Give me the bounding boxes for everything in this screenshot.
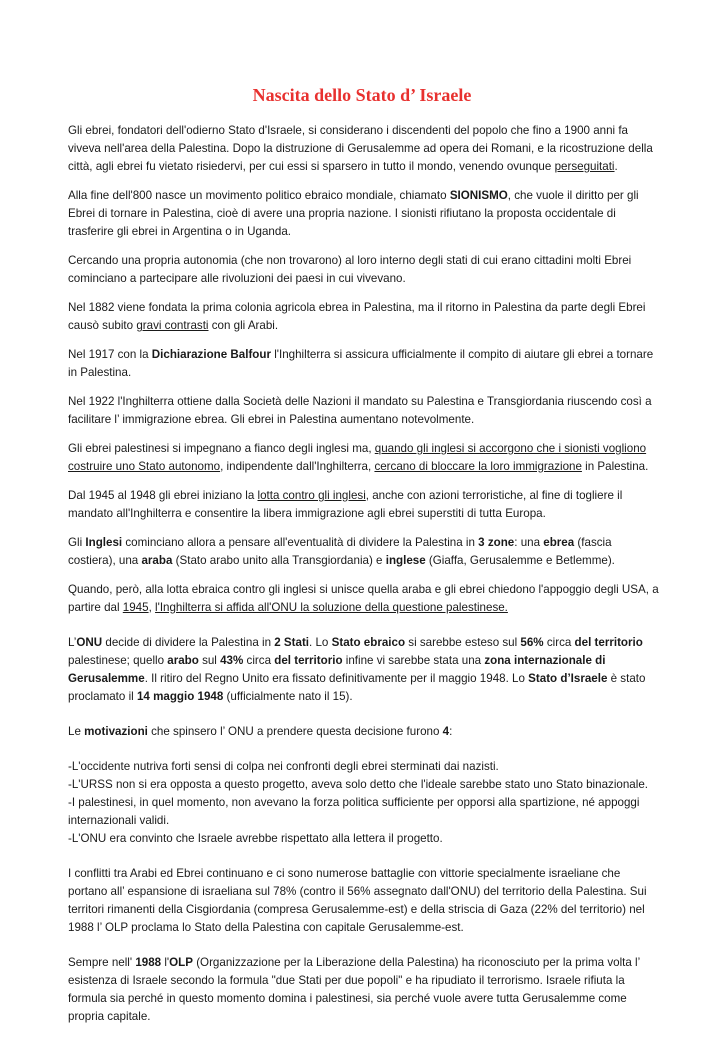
bold-text: del territorio bbox=[574, 636, 643, 649]
paragraph-origins bbox=[68, 122, 660, 176]
text-run: Quando, però, alla lotta ebraica contro gli inglesi si unisce quella araba e gli ebrei chiedono l'appoggio degli USA, a partire dal bbox=[68, 583, 659, 614]
text-run: Le bbox=[68, 725, 85, 738]
underlined-text: gravi contrasti bbox=[136, 319, 209, 332]
bold-text: 3 zone bbox=[478, 536, 515, 549]
bold-text: del territorio bbox=[274, 654, 343, 667]
paragraph-1945-1948 bbox=[68, 487, 660, 523]
text-run: circa bbox=[543, 636, 575, 649]
paragraph-british bbox=[68, 440, 660, 476]
text-run: Dal 1945 al 1948 gli ebrei iniziano la bbox=[68, 489, 258, 502]
bold-text: ebrea bbox=[543, 536, 575, 549]
paragraph-zionism bbox=[68, 187, 660, 241]
text-run: Nel 1882 viene fondata la prima colonia agricola ebrea in Palestina, ma il ritorno in Palestina da parte degli Ebrei causò subito bbox=[68, 301, 646, 332]
text-run: Gli ebrei, fondatori dell'odierno Stato d'Israele, si considerano i discendenti del popolo che fino a 1900 anni fa viveva nell'area della Palestina. Dopo la distruzione di Gerusalemme ad opera dei Romani, e la ricostruzione della città, agli ebrei fu vietato risiedervi, per cui essi si sparsero in tutto il mondo, venendo ovunque bbox=[68, 124, 653, 173]
underlined-text: lotta contro gli inglesi bbox=[257, 489, 366, 502]
text-run: si sarebbe esteso sul bbox=[405, 636, 521, 649]
text-run: che spinsero l’ ONU a prendere questa decisione furono bbox=[147, 725, 443, 738]
text-run: in Palestina. bbox=[581, 460, 649, 473]
underlined-text: l'Inghilterra si affida all'ONU la soluzione della questione palestinese. bbox=[155, 601, 508, 614]
underlined-text: cercano di bloccare la loro immigrazione bbox=[374, 460, 582, 473]
bold-text: Dichiarazione Balfour bbox=[151, 348, 271, 361]
document-body bbox=[68, 122, 660, 1037]
text-run: Gli bbox=[68, 536, 86, 549]
text-run: . bbox=[614, 160, 618, 173]
text-run: : una bbox=[514, 536, 544, 549]
text-run: con gli Arabi. bbox=[208, 319, 279, 332]
bold-text: ONU bbox=[76, 636, 103, 649]
paragraph-1882 bbox=[68, 299, 660, 335]
text-run: , indipendente dall'Inghilterra, bbox=[220, 460, 375, 473]
text-run: : bbox=[449, 725, 453, 738]
paragraph-motivations bbox=[68, 723, 660, 741]
list-item: -L'occidente nutriva forti sensi di colpa nei confronti degli ebrei sterminati dai nazisti. bbox=[68, 760, 499, 773]
bold-text: 14 maggio 1948 bbox=[136, 690, 224, 703]
text-run: . Lo bbox=[309, 636, 332, 649]
bold-text: OLP bbox=[169, 956, 193, 969]
underlined-text: 1945 bbox=[122, 601, 149, 614]
paragraph-usa-onu bbox=[68, 581, 660, 617]
text-run: (fascia costiera), una bbox=[68, 536, 612, 567]
bold-text: Stato d’Israele bbox=[528, 672, 608, 685]
bold-text: arabo bbox=[167, 654, 199, 667]
text-run: l' bbox=[161, 956, 170, 969]
text-run: . Il ritiro del Regno Unito era fissato definitivamente per il maggio 1948. Lo bbox=[144, 672, 529, 685]
bold-text: Stato ebraico bbox=[331, 636, 406, 649]
list-item: -I palestinesi, in quel momento, non avevano la forza politica sufficiente per opporsi alla spartizione, né appoggi internazionali validi. bbox=[68, 796, 640, 827]
text-run: (Giaffa, Gerusalemme e Betlemme). bbox=[425, 554, 615, 567]
paragraph-olp-1988 bbox=[68, 954, 660, 1026]
paragraph-autonomy: Cercando una propria autonomia (che non trovarono) al loro interno degli stati di cui erano cittadini molti Ebrei cominciano a partecipare alle rivoluzioni dei paesi in cui vivevano. bbox=[68, 254, 632, 285]
bold-text: Inglesi bbox=[85, 536, 123, 549]
text-run: cominciano allora a pensare all'eventualità di dividere la Palestina in bbox=[122, 536, 479, 549]
text-run: è stato proclamato il bbox=[68, 672, 646, 703]
text-run: (Organizzazione per la Liberazione della Palestina) ha riconosciuto per la prima volta l’ esistenza di Israele secondo la formula "due Stati per due popoli" e ha ripudiato il terrorismo. Israele rifiuta la formula sia perché in questo momento domina i palestinesi, sia perché vuole avere tutta Gerusalemme come propria capitale. bbox=[68, 956, 640, 1023]
bold-text: araba bbox=[141, 554, 173, 567]
paragraph-balfour bbox=[68, 346, 660, 382]
bold-text: zona internazionale di Gerusalemme bbox=[68, 654, 606, 685]
bold-text: 1988 bbox=[135, 956, 162, 969]
bold-text: 4 bbox=[442, 725, 450, 738]
underlined-text: quando gli inglesi si accorgono che i sionisti vogliono costruire uno Stato autonomo bbox=[68, 442, 647, 473]
text-run: Gli ebrei palestinesi si impegnano a fianco degli inglesi ma, bbox=[68, 442, 375, 455]
text-run: Sempre nell' bbox=[68, 956, 136, 969]
text-run: , anche con azioni terroristiche, al fine di togliere il mandato all'Inghilterra e consentire la libera immigrazione agli ebrei superstiti di tutta Europa. bbox=[68, 489, 623, 520]
list-item: -L'URSS non si era opposta a questo progetto, aveva solo detto che l'ideale sarebbe stato uno Stato binazionale. bbox=[68, 778, 648, 791]
text-run: (Stato arabo unito alla Transgiordania) e bbox=[172, 554, 386, 567]
motivations-list bbox=[68, 758, 660, 848]
text-run: infine vi sarebbe stata una bbox=[342, 654, 485, 667]
text-run: Nel 1917 con la bbox=[68, 348, 152, 361]
bold-text: 2 Stati bbox=[274, 636, 310, 649]
bold-text: motivazioni bbox=[84, 725, 148, 738]
text-run: decide di dividere la Palestina in bbox=[102, 636, 275, 649]
bold-text: 43% bbox=[220, 654, 244, 667]
text-run: Alla fine dell'800 nasce un movimento politico ebraico mondiale, chiamato bbox=[68, 189, 450, 202]
text-run: , bbox=[148, 601, 156, 614]
underlined-text: perseguitati bbox=[554, 160, 615, 173]
paragraph-three-zones bbox=[68, 534, 660, 570]
list-item: -L'ONU era convinto che Israele avrebbe rispettato alla lettera il progetto. bbox=[68, 832, 443, 845]
text-run: , che vuole il diritto per gli Ebrei di tornare in Palestina, cioè di avere una propria nazione. I sionisti rifiutano la proposta occidentale di trasferire gli ebrei in Argentina o in Uganda. bbox=[68, 189, 639, 238]
paragraph-conflicts: I conflitti tra Arabi ed Ebrei continuano e ci sono numerose battaglie con vittorie specialmente israeliane che portano all’ espansione di israeliana sul 78% (contro il 56% assegnato dall'ONU) del territorio della Palestina. Sui territori rimanenti della Cisgiordania (compresa Gerusalemme-est) e della striscia di Gaza (22% del territorio) nel 1988 l’ OLP proclama lo Stato della Palestina con capitale Gerusalemme-est. bbox=[68, 867, 647, 934]
bold-text: SIONISMO bbox=[449, 189, 508, 202]
text-run: (ufficialmente nato il 15). bbox=[223, 690, 353, 703]
bold-text: 56% bbox=[520, 636, 544, 649]
bold-text: inglese bbox=[385, 554, 426, 567]
paragraph-onu-partition bbox=[68, 634, 660, 706]
page-title: Nascita dello Stato d’ Israele bbox=[252, 85, 472, 105]
text-run: circa bbox=[243, 654, 275, 667]
text-run: L’ bbox=[68, 636, 77, 649]
text-run: palestinese; quello bbox=[68, 654, 168, 667]
text-run: l'Inghilterra si assicura ufficialmente il compito di aiutare gli ebrei a tornare in Palestina. bbox=[68, 348, 654, 379]
paragraph-1922: Nel 1922 l'Inghilterra ottiene dalla Società delle Nazioni il mandato su Palestina e Transgiordania riuscendo così a facilitare l’ immigrazione ebrea. Gli ebrei in Palestina aumentano notevolmente. bbox=[68, 395, 652, 426]
text-run: sul bbox=[198, 654, 221, 667]
